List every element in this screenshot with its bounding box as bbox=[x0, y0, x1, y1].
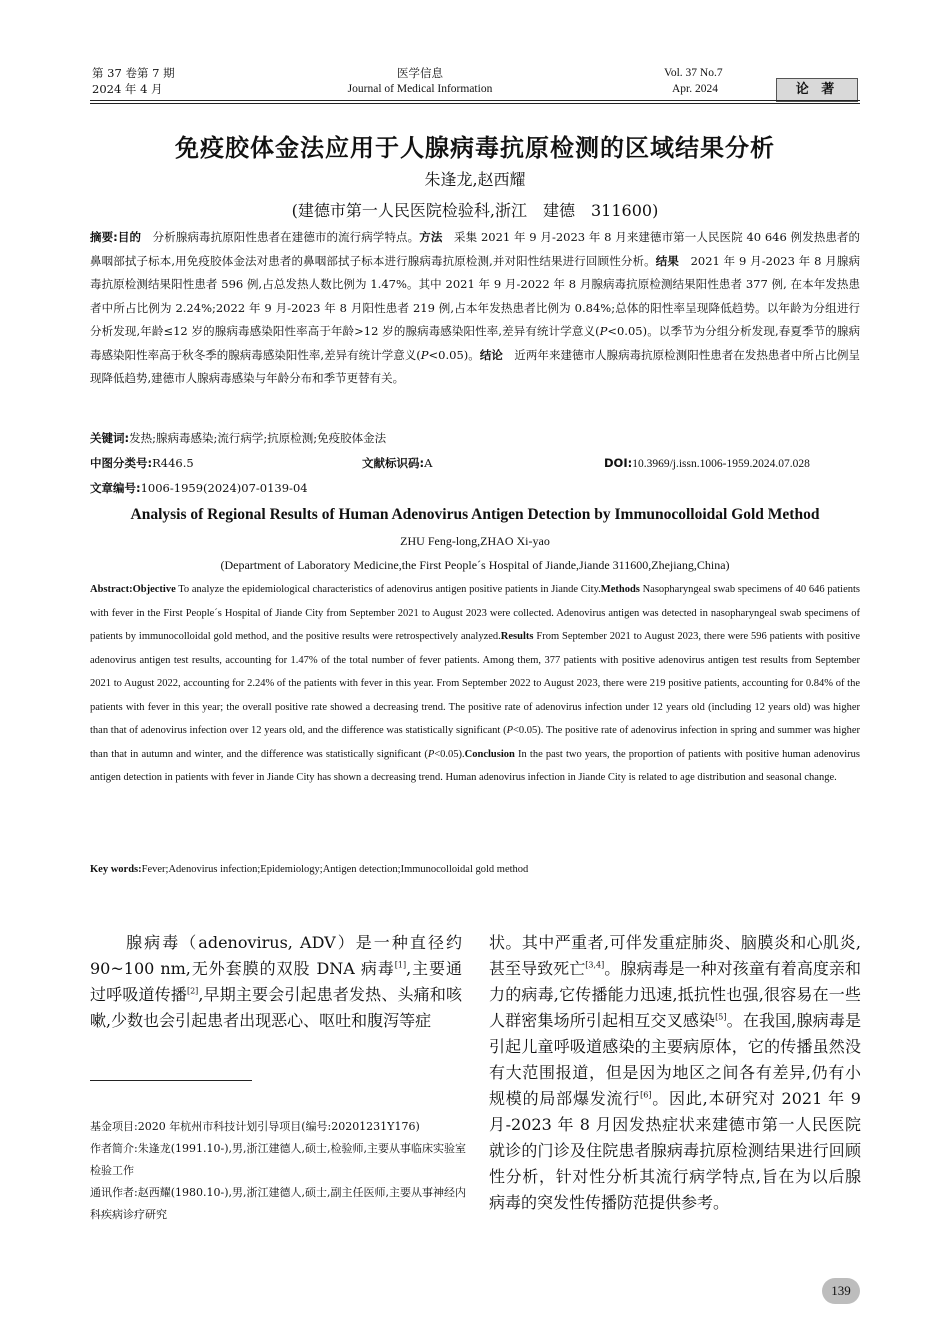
keywords-en-label: Key words: bbox=[90, 864, 142, 875]
abstract-cn-meth-label: 方法 bbox=[419, 230, 443, 244]
abstract-cn-p1: P bbox=[599, 324, 608, 338]
abstract-cn-conc: 近两年来建德市人腺病毒抗原检测阳性患者在发热患者中所占比例呈现降低趋势,建德市人腺病毒感染与年龄分布和季节更替有关。 bbox=[90, 347, 861, 385]
keywords-en-text: Fever;Adenovirus infection;Epidemiology;Antigen detection;Immunocolloidal gold method bbox=[141, 864, 529, 875]
body-right-column bbox=[489, 930, 861, 1216]
abstract-cn-res: 2021 年 9 月-2023 年 8 月腺病毒抗原检测结果阳性患者 596 例,占总发热人数比例为 1.47%。其中 2021 年 9 月-2022 年 8 月腺病毒抗原检测结果阳性患者 377 例, 在本年发热患者中所占比例为 2.24%;2022 年 9 月-2023 年 8 月阳性患者 219 例,占本年发热患者比例为 0.84%;总体的阳性率呈现降低趋势。以年龄为分组进行分析发现,年龄≤12 岁的腺病毒感染阳性率高于年龄>12 岁的腺病毒感染阳性率,差异有统计学意义( bbox=[90, 253, 860, 338]
header-journal-cn: 医学信息 bbox=[397, 66, 443, 80]
affiliation-en: (Department of Laboratory Medicine,the First People´s Hospital of Jiande,Jiande 311600,Zhejiang,China) bbox=[220, 558, 730, 572]
abstract-en-meth: Nasopharyngeal swab specimens of 40 646 patients with fever in the First People´s Hospital of Jiande City from September 2021 to August 2023 were collected. Adenovirus antigen was detected in nasopharyngeal swab specimens of patients by immunocolloidal gold method, and the positive results were retrospectively analyzed. bbox=[90, 584, 860, 642]
abstract-en-conc: In the past two years, the proportion of patients with positive human adenovirus antigen detection in patients with fever in Jiande City has shown a decreasing trend. Human adenovirus infection in Jiande City is related to age distribution and seasonal change. bbox=[90, 748, 860, 783]
body-left-c: ,早期主要会引起患者发热、头痛和咳嗽,少数也会引起患者出现恶心、呕吐和腹泻等症 bbox=[90, 985, 462, 1030]
abstract-en-res: From September 2021 to August 2023, there were 596 patients with positive adenovirus antigen test results, accounting for 1.47% of the total number of fever patients. Among them, 377 patients with positive adenovirus antigen test results from September 2021 to August 2022, accounting for 2.24% of the patients with fever in this year. From September 2022 to August 2023, there were 219 positive patients, accounting for 0.84% of the patients with fever in this year; the overall positive rate showed a decreasing trend. The positive rate of adenovirus infection under 12 years old (including 12 years old) was higher than that of adenovirus infection over 12 years old, and the difference was statistically significant ( bbox=[90, 631, 860, 736]
abstract-cn-label: 摘要: bbox=[90, 230, 118, 244]
abstract-cn-p2: P bbox=[420, 347, 429, 362]
body-right-d: 。因此,本研究对 2021 年 9 月-2023 年 8 月因发热症状来建德市第一人民医院就诊的门诊及住院患者腺病毒抗原检测结果进行回顾性分析，针对性分析其流行病学特点,旨在为以后腺病毒的突发性传播防范提供参考。 bbox=[489, 1089, 861, 1212]
body-right-c: 。在我国,腺病毒是引起儿童呼吸道感染的主要病原体，它的传播虽然没有大范围报道，但是因为地区之间各有差异,仍有小规模的局部爆发流行 bbox=[489, 1011, 861, 1108]
authors-en: ZHU Feng-long,ZHAO Xi-yao bbox=[400, 534, 550, 548]
body-paragraph-2 bbox=[489, 930, 861, 1216]
body-right-a: 状。其中严重者,可伴发重症肺炎、脑膜炎和心肌炎,甚至导致死亡 bbox=[489, 933, 861, 978]
page-number: 139 bbox=[822, 1278, 860, 1304]
body-left-b: ,主要通过呼吸道传播 bbox=[90, 959, 462, 1004]
abstract-en-meth-label: Methods bbox=[600, 584, 640, 595]
affiliation-cn: (建德市第一人民医院检验科,浙江 建德 311600) bbox=[291, 201, 659, 220]
keywords-cn-label: 关键词: bbox=[90, 431, 130, 445]
abstract-cn-conc-label: 结论 bbox=[479, 347, 503, 362]
article-number-label: 文章编号: bbox=[90, 481, 141, 495]
keywords-cn-text: 发热;腺病毒感染;流行病学;抗原检测;免疫胶体金法 bbox=[129, 431, 387, 445]
footnote-fund: 基金项目:2020 年杭州市科技计划引导项目(编号:20201231Y176) bbox=[90, 1120, 420, 1133]
abstract-cn bbox=[90, 226, 860, 391]
header-rule bbox=[90, 100, 860, 101]
doc-code bbox=[362, 455, 432, 471]
abstract-en-obj: To analyze the epidemiological characteristics of adenovirus antigen positive patients in Jiande City. bbox=[175, 584, 601, 595]
doi-label: DOI: bbox=[604, 456, 633, 470]
abstract-en-res-mid: <0.05). The positive rate of adenovirus infection in spring and summer was higher than that in autumn and winter, and the difference was statistically significant ( bbox=[90, 725, 860, 760]
clc-value: R446.5 bbox=[152, 456, 194, 470]
abstract-en bbox=[90, 578, 860, 790]
abstract-en-label: Abstract: bbox=[90, 584, 133, 595]
header-date-cn: 2024 年 4 月 bbox=[92, 82, 163, 96]
abstract-cn-res-label: 结果 bbox=[655, 253, 679, 268]
doi bbox=[604, 455, 810, 472]
header-journal-en: Journal of Medical Information bbox=[347, 83, 493, 95]
article-number-value: 1006-1959(2024)07-0139-04 bbox=[140, 481, 308, 495]
header-volume-cn: 第 37 卷第 7 期 bbox=[92, 66, 175, 80]
abstract-en-res-end: <0.05). bbox=[434, 748, 465, 760]
keywords-en bbox=[90, 864, 528, 875]
article-title-cn: 免疫胶体金法应用于人腺病毒抗原检测的区域结果分析 bbox=[175, 134, 775, 162]
doc-label: 文献标识码: bbox=[362, 456, 425, 470]
abstract-cn-meth: 采集 2021 年 9 月-2023 年 8 月来建德市第一人民医院 40 646 例发热患者的鼻咽部拭子标本,用免疫胶体金法对患者的鼻咽部拭子标本进行腺病毒抗原检测,并对阳性结果进行回顾性分析。 bbox=[90, 230, 860, 268]
keywords-cn bbox=[90, 430, 386, 446]
authors-cn: 朱逢龙,赵西耀 bbox=[424, 170, 526, 189]
abstract-cn-res-mid: <0.05)。以季节为分组分析发现,春夏季节的腺病毒感染阳性率高于秋冬季的腺病毒感染阳性率,差异有统计学意义( bbox=[90, 324, 860, 362]
ref-2[interactable]: [2] bbox=[186, 986, 199, 996]
ref-5[interactable]: [5] bbox=[715, 1012, 727, 1022]
body-right-b: 。腺病毒是一种对孩童有着高度亲和力的病毒,它传播能力迅速,抵抗性也强,很容易在一些人群密集场所引起相互交叉感染 bbox=[489, 959, 861, 1030]
abstract-cn-obj-label: 目的 bbox=[117, 230, 142, 244]
header-volume-en: Vol. 37 No.7 bbox=[664, 67, 723, 79]
article-title-en: Analysis of Regional Results of Human Adenovirus Antigen Detection by Immunocolloidal Gold Method bbox=[130, 506, 820, 523]
body-left-a: 腺病毒（adenovirus, ADV）是一种直径约 90~100 nm,无外套膜的双股 DNA 病毒 bbox=[90, 933, 462, 978]
footnote-rule bbox=[90, 1080, 252, 1081]
clc-label: 中图分类号: bbox=[90, 456, 153, 470]
footnotes bbox=[90, 1116, 470, 1226]
abstract-en-p1: P bbox=[506, 725, 513, 736]
body-left-column bbox=[90, 930, 462, 1034]
section-badge: 论 著 bbox=[776, 78, 858, 102]
header-date-en: Apr. 2024 bbox=[672, 83, 718, 95]
ref-3-4[interactable]: [3,4] bbox=[585, 960, 605, 970]
abstract-en-obj-label: Objective bbox=[132, 584, 176, 595]
footnote-author: 作者简介:朱逢龙(1991.10-),男,浙江建德人,硕士,检验师,主要从事临床实验室检验工作 bbox=[90, 1142, 466, 1177]
clc-number bbox=[90, 455, 194, 471]
abstract-en-p2: P bbox=[427, 748, 435, 760]
abstract-cn-obj: 分析腺病毒抗原阳性患者在建德市的流行病学特点。 bbox=[141, 230, 420, 244]
header-rule-2 bbox=[90, 103, 860, 104]
doi-value: 10.3969/j.issn.1006-1959.2024.07.028 bbox=[632, 458, 810, 470]
body-paragraph-1 bbox=[90, 930, 462, 1034]
footnote-corr: 通讯作者:赵西耀(1980.10-),男,浙江建德人,硕士,副主任医师,主要从事神经内科疾病诊疗研究 bbox=[90, 1186, 466, 1221]
ref-6[interactable]: [6] bbox=[640, 1090, 652, 1100]
doc-value: A bbox=[424, 456, 433, 470]
abstract-cn-res-end: <0.05)。 bbox=[428, 347, 480, 362]
abstract-en-conc-label: Conclusion bbox=[464, 748, 515, 760]
abstract-en-res-label: Results bbox=[500, 631, 534, 642]
ref-1[interactable]: [1] bbox=[394, 960, 407, 970]
article-number bbox=[90, 480, 308, 496]
